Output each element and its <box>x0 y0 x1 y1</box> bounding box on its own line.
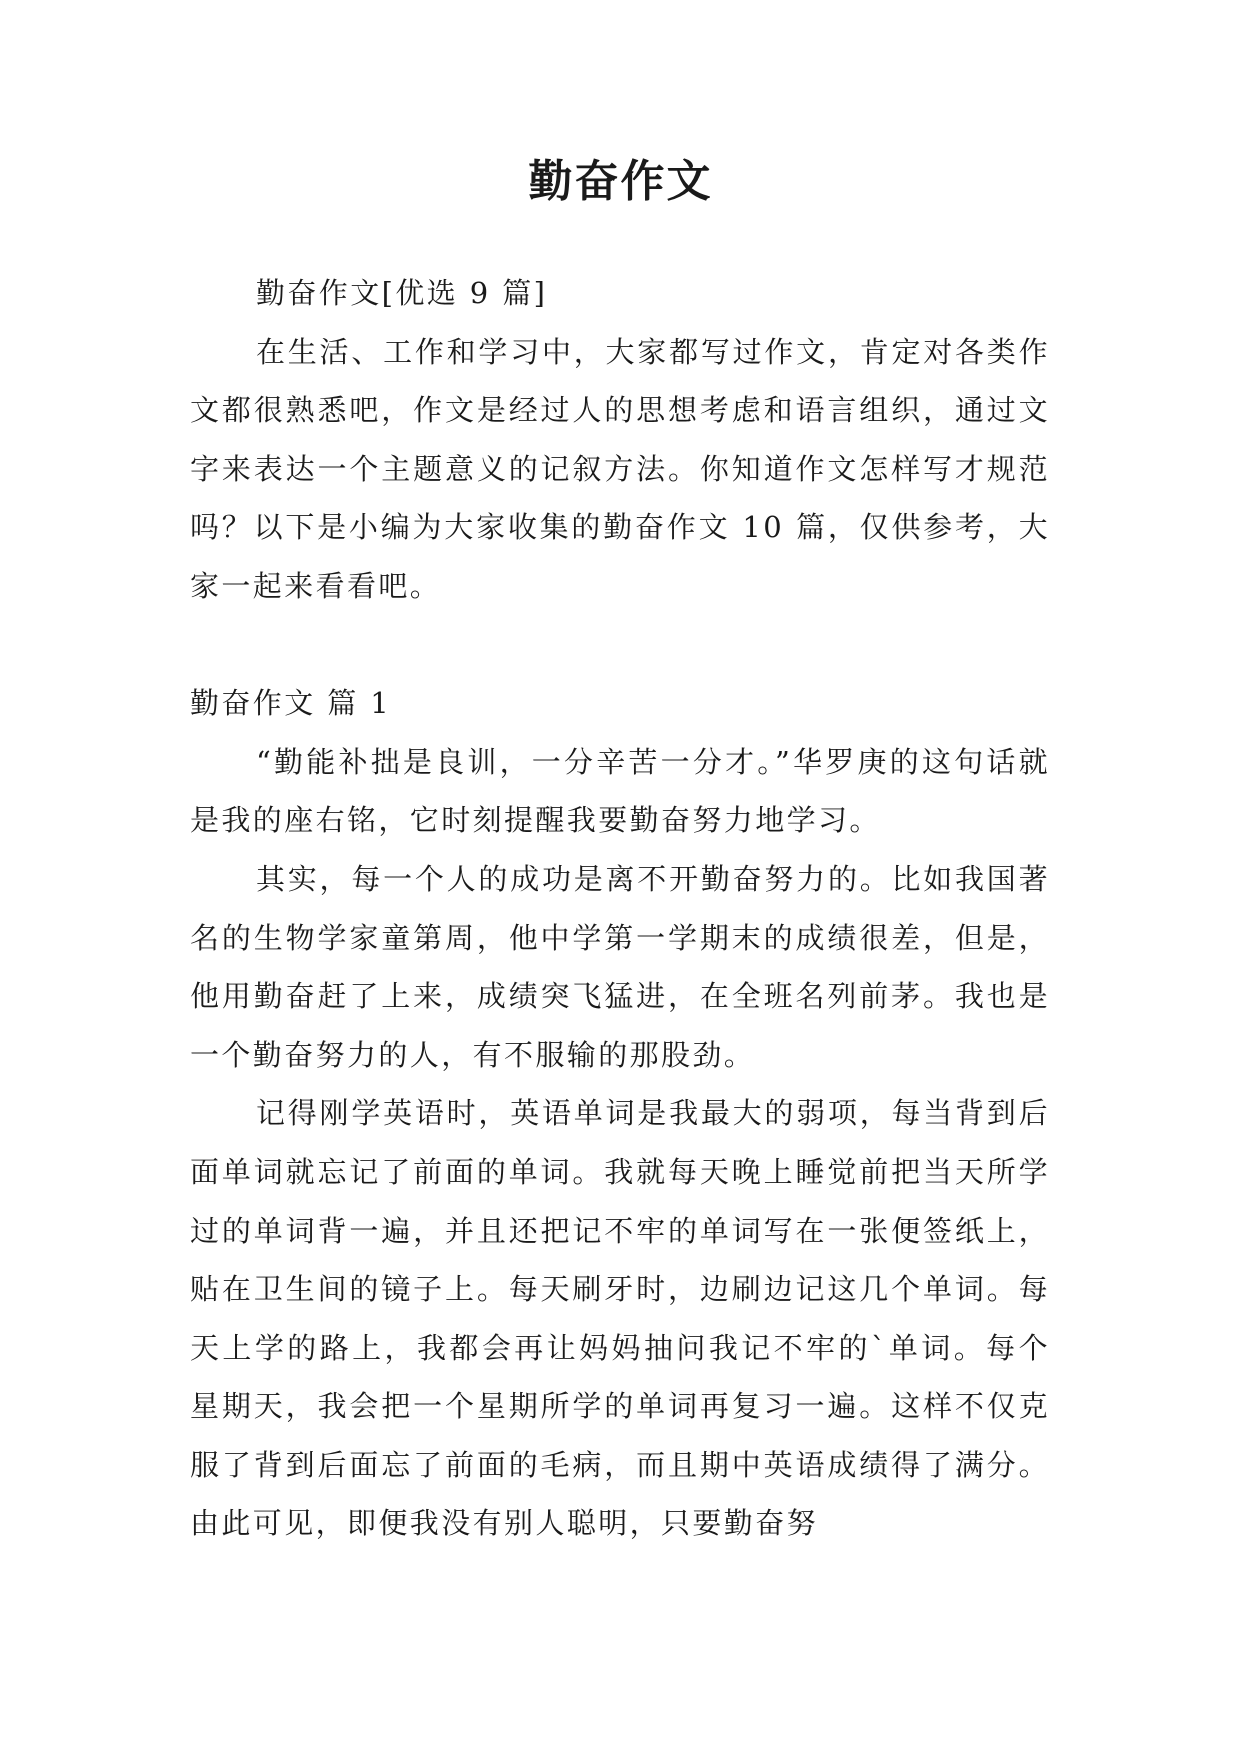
body-paragraph: 记得刚学英语时，英语单词是我最大的弱项，每当背到后面单词就忘记了前面的单词。我就每天晚上睡觉前把当天所学过的单词背一遍，并且还把记不牢的单词写在一张便签纸上，贴在卫生间的镜子上。每天刷牙时，边刷边记这几个单词。每天上学的路上，我都会再让妈妈抽问我记不牢的`单词。每个星期天，我会把一个星期所学的单词再复习一遍。这样不仅克服了背到后面忘了前面的毛病，而且期中英语成绩得了满分。由此可见，即便我没有别人聪明，只要勤奋努 <box>190 1096 1050 1541</box>
document-subtitle: 勤奋作文[优选 9 篇] <box>256 276 548 310</box>
document-body <box>190 264 1050 1553</box>
section-spacer <box>190 616 1050 675</box>
section-heading: 勤奋作文 篇 1 <box>190 686 392 721</box>
body-paragraph: 其实，每一个人的成功是离不开勤奋努力的。比如我国著名的生物学家童第周，他中学第一学期末的成绩很差，但是，他用勤奋赶了上来，成绩突飞猛进，在全班名列前茅。我也是一个勤奋努力的人，有不服输的那股劲。 <box>190 861 1050 1072</box>
body-paragraph: “勤能补拙是良训，一分辛苦一分才。”华罗庚的这句话就是我的座右铭，它时刻提醒我要勤奋努力地学习。 <box>190 744 1050 838</box>
document-title: 勤奋作文 <box>528 156 713 207</box>
intro-paragraph: 在生活、工作和学习中，大家都写过作文，肯定对各类作文都很熟悉吧，作文是经过人的思想考虑和语言组织，通过文字来表达一个主题意义的记叙方法。你知道作文怎样写才规范吗？以下是小编为大家收集的勤奋作文 10 篇，仅供参考，大家一起来看看吧。 <box>190 334 1050 603</box>
